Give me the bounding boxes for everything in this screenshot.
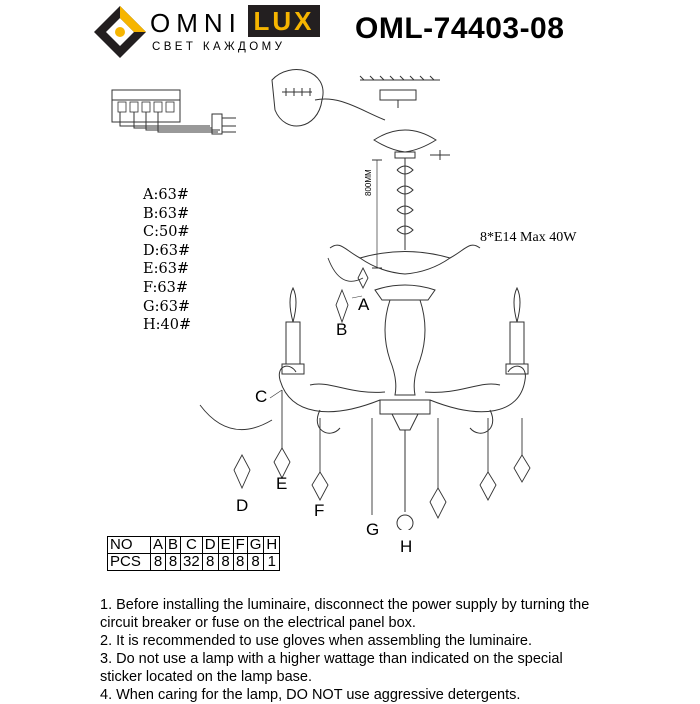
legend-item: D:63# (143, 242, 191, 259)
note-item: 2. It is recommended to use gloves when assembling the luminaire. (100, 633, 532, 649)
table-cell: B (166, 537, 181, 554)
table-row (108, 554, 280, 571)
brand-name: OMNI (150, 8, 242, 38)
table-cell: 8 (166, 554, 181, 571)
table-cell: C (181, 537, 203, 554)
table-cell: G (247, 537, 264, 554)
crystal-legend (143, 186, 191, 335)
model-number: OML-74403-08 (355, 12, 565, 45)
part-label-a: A (358, 295, 370, 314)
part-label-d: D (236, 496, 249, 515)
parts-count-table (107, 536, 280, 571)
table-cell: NO (108, 537, 151, 554)
table-cell: 8 (218, 554, 233, 571)
legend-item: H:40# (143, 317, 192, 334)
table-cell: D (202, 537, 218, 554)
chandelier-body (360, 252, 450, 531)
table-header-row (108, 537, 280, 554)
table-cell: 1 (264, 554, 280, 571)
brand-name-box: LUX (248, 5, 320, 37)
part-label-c: C (255, 387, 268, 406)
legend-item: F:63# (143, 279, 189, 296)
table-cell: 8 (247, 554, 264, 571)
note-item: 3. Do not use a lamp with a higher wattage than indicated on the special sticker located on the lamp base. (100, 651, 563, 685)
note-item: 1. Before installing the luminaire, disconnect the power supply by turning the circuit breaker or fuse on the electrical panel box. (100, 597, 590, 631)
terminal-block-diagram (112, 90, 236, 134)
table-cell: E (218, 537, 233, 554)
candles (282, 288, 528, 374)
chain-length-label: 800MM (364, 169, 373, 196)
table-cell: H (264, 537, 280, 554)
safety-notes (100, 596, 600, 704)
legend-item: E:63# (143, 261, 190, 278)
part-label-g: G (366, 520, 380, 539)
legend-item: B:63# (143, 205, 190, 222)
part-label-h: H (400, 537, 413, 556)
note-item: 4. When caring for the lamp, DO NOT use aggressive detergents. (100, 687, 521, 703)
canopy-and-chain (372, 130, 450, 268)
legend-item: A:63# (143, 187, 189, 203)
table-cell: PCS (108, 554, 151, 571)
part-label-f: F (314, 501, 325, 520)
legend-item: C:50# (143, 224, 190, 241)
ceiling-detail (272, 70, 440, 126)
table-cell: F (233, 537, 247, 554)
label-leaders (270, 296, 362, 398)
part-label-b: B (336, 320, 348, 339)
table-cell: 32 (181, 554, 203, 571)
table-cell: A (151, 537, 166, 554)
brand-tagline: СВЕТ КАЖДОМУ (152, 41, 286, 53)
table-cell: 8 (151, 554, 166, 571)
part-label-e: E (276, 474, 288, 493)
lamp-spec: 8*E14 Max 40W (480, 230, 577, 245)
table-cell: 8 (202, 554, 218, 571)
table-cell: 8 (233, 554, 247, 571)
legend-item: G:63# (143, 298, 191, 315)
